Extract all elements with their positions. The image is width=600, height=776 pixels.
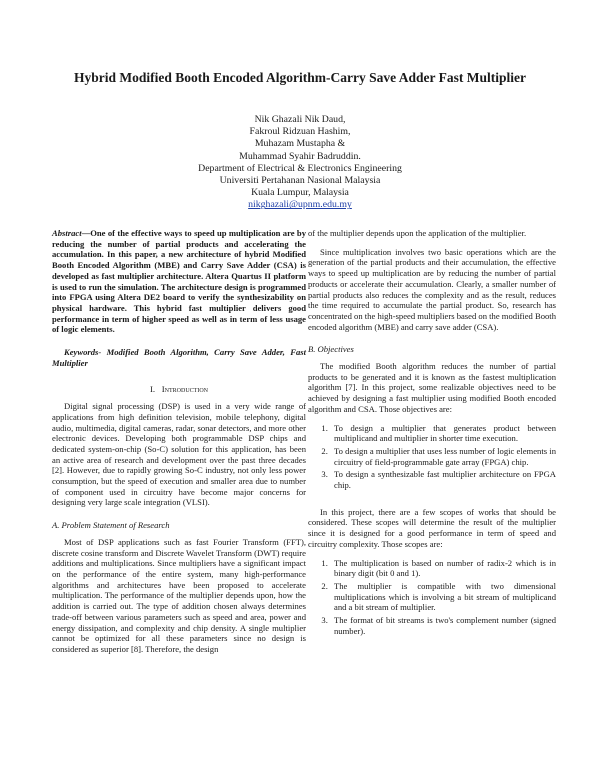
list-item: 1. To design a multiplier that generates product between multiplicand and multiplier in shorter time execution. [330,423,556,444]
author-email-link[interactable]: nikghazali@upnm.edu.my [248,199,352,211]
list-item: 2. To design a multiplier that uses less number of logic elements in circuitry of field-programmable gate array (FPGA) chip. [330,446,556,467]
subsection-heading-objectives: B. Objectives [308,344,354,355]
paper-title: Hybrid Modified Booth Encoded Algorithm-Carry Save Adder Fast Multiplier [74,70,526,85]
list-item: 1. The multiplication is based on number of radix-2 which is in binary digit (bit 0 and 1). [330,558,556,579]
problem-statement-paragraph: Most of DSP applications such as fast Fourier Transform (FFT), discrete cosine transform and Discrete Wavelet Transform (DWT) require additions and multiplications. Since multipliers have a significant impact on the performance of the entire system, many high-performance algorithms and architectures have been proposed to accelerate multiplication. The performance of the multiplier depends upon, how the addition is carried out. The type of addition chosen always determines trade-off between various parameters such as speed and area, power and energy dissipation, and complexity and chip density. A single multiplier cannot be optimized for all these parameters since no design is considered as superior [8]. Therefore, the design [52,536,306,654]
author-name: Muhammad Syahir Badruddin. [239,150,361,162]
author-name: Muhazam Mustapha & [254,138,346,150]
abstract-label: Abstract [52,228,82,238]
abstract: Abstract—One of the effective ways to speed up multiplication are by reducing the number of partial products and accelerating the accumulation. In this paper, a new architecture of hybrid Modified Booth Encoded Algorithm (MBE) and Carry Save Adder (CSA) is developed as fast multiplier architecture. Altera Quartus II platform is used to run the simulation. The architecture design is programmed into FPGA using Altera DE2 board to verify the synthesizability on physical hardware. This hybrid fast multiplier delivers good performance in term of higher speed as well as in term of less usage of logic elements. [52,228,306,335]
affiliation-line: Kuala Lumpur, Malaysia [251,187,349,199]
author-name: Fakroul Ridzuan Hashim, [249,126,351,138]
list-item: 3. The format of bit streams is two's complement number (signed number). [330,615,556,636]
left-column [52,228,306,655]
section-heading-introduction [52,384,306,395]
affiliation-line: Department of Electrical & Electronics Engineering [198,162,402,174]
intro-paragraph: Digital signal processing (DSP) is used in a very wide range of applications from high definition television, mobile telephony, digital audio, multimedia, digital cameras, radar, sonar detectors, and more other electronic devices. Developing both programmable DSP chips and dedicated system-on-chip (So-C) solution for this application, has been an active area of research and development over the past three decades [2]. However, due to rapidly growing So-C industry, not only less power consumption, but the speed of execution and smaller area due to number of component used in circuitry have become major concerns for designing very large scale integration (VLSI). [52,401,306,508]
author-name: Nik Ghazali Nik Daud, [254,114,346,125]
author-block [120,114,480,212]
scopes-list [308,558,556,637]
affiliation-line: Universiti Pertahanan Nasional Malaysia [219,175,381,187]
problem-statement-paragraph-continued: of the multiplier depends upon the application of the multiplier. [308,228,527,238]
subsection-heading-problem-statement: A. Problem Statement of Research [52,520,170,531]
objectives-intro-paragraph: The modified Booth algorithm reduces the number of partial products to be generated and it is known as the fastest multiplication algorithm [7]. In this project, some realizable objectives need to be achieved by designing a fast multiplier using modified Booth encoded algorithm and CSA. Those objectives are: [308,361,556,414]
objectives-list [308,423,556,491]
section-number: I. [149,384,156,395]
keywords: Keywords- Modified Booth Algorithm, Carry Save Adder, Fast Multiplier [52,347,306,368]
abstract-text: One of the effective ways to speed up multiplication are by reducing the number of partial products and accelerating the accumulation. In this paper, a new architecture of hybrid Modified Booth Encoded Algorithm (MBE) and Carry Save Adder (CSA) is developed as fast multiplier architecture. Altera Quartus II platform is used to run the simulation. The architecture design is programmed into FPGA using Altera DE2 board to verify the synthesizability on physical hardware. This hybrid fast multiplier delivers good performance in term of higher speed as well as in term of less usage of logic elements. [52,228,306,335]
list-item: 3. To design a synthesizable fast multiplier architecture on FPGA chip. [330,469,556,490]
list-item: 2. The multiplier is compatible with two dimensional multiplications which is involving a bit stream of multiplicand and a bit stream of multiplier. [330,581,556,613]
section-title: Introduction [161,384,208,395]
right-column [308,228,556,645]
scopes-intro-paragraph: In this project, there are a few scopes of works that should be considered. These scopes will determine the result of the multiplier since it is designed for a good performance in term of speed and circuitry complexity. Those scopes are: [308,506,556,549]
multiplication-paragraph: Since multiplication involves two basic operations which are the generation of the partial products and their accumulation, the effective ways to speed up multiplication are by reducing the number of partial products or accelerate their accumulation. Clearly, a smaller number of partial products also reduces the complexity and as the result, reduces the time required to accumulate the partial product. So, research has concentrated on the high-speed multipliers based on the modified Booth encoded algorithm (MBE) and carry save adder (CSA). [308,246,556,332]
